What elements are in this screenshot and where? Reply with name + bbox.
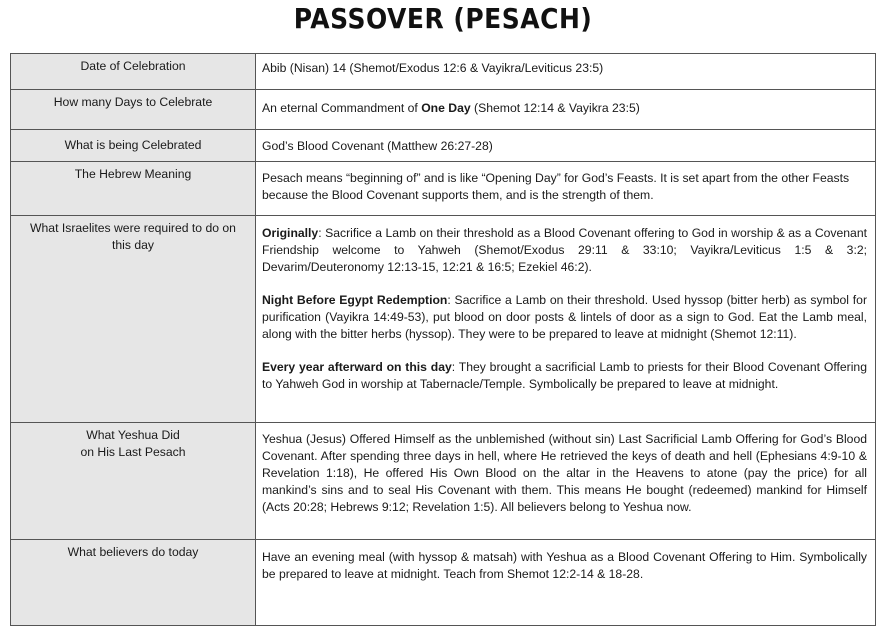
paragraph	[262, 292, 867, 343]
table-row	[11, 423, 876, 540]
paragraph-text: : Sacrifice a Lamb on their threshold. Used hyssop (bitter herb) as symbol for purification (Vayikra 14:49-53), put blood on door posts & lintels of door as a sign to God. Eat the Lamb meal, along with the bitter herbs (hyssop). They were to be prepared to leave at midnight (Shemot 12:11).	[262, 293, 868, 341]
table-row	[11, 162, 876, 216]
table-row	[11, 130, 876, 162]
paragraph-heading: Every year afterward on this day	[262, 360, 452, 374]
page-title: PASSOVER (PESACH)	[293, 2, 593, 35]
paragraph	[262, 225, 867, 276]
table-row	[11, 90, 876, 130]
row-label: How many Days to Celebrate	[11, 90, 256, 130]
row-emphasis: One Day	[421, 101, 471, 115]
row-content: Pesach means “beginning of” and is like “Opening Day” for God’s Feasts. It is set apart from the other Feasts because the Blood Covenant supports them, and is the strength of them.	[256, 162, 876, 216]
row-content: Have an evening meal (with hyssop & matsah) with Yeshua as a Blood Covenant Offering to Him. Symbolically be prepared to leave at midnight. Teach from Shemot 12:2-14 & 18-28.	[256, 540, 876, 626]
table-row	[11, 540, 876, 626]
row-content: God’s Blood Covenant (Matthew 26:27-28)	[256, 130, 876, 162]
row-content: Abib (Nisan) 14 (Shemot/Exodus 12:6 & Vayikra/Leviticus 23:5)	[256, 54, 876, 90]
row-label-line: on His Last Pesach	[80, 445, 186, 459]
row-label: The Hebrew Meaning	[11, 162, 256, 216]
row-label: What believers do today	[11, 540, 256, 626]
row-content	[256, 90, 876, 130]
row-content: Yeshua (Jesus) Offered Himself as the unblemished (without sin) Last Sacrificial Lamb Offering for God’s Blood Covenant. After spending three days in hell, where He retrieved the keys of death and hell (Ephesians 4:9-10 & Revelation 1:18), He offered His Own Blood on the altar in the Heavens to atone (pay the price) for all mankind’s sins and to seal His Covenant with them. This means He bought (redeemed) mankind for Himself (Acts 20:28; Hebrews 9:12; Revelation 1:5). All believers belong to Yeshua now.	[256, 423, 876, 540]
paragraph-heading: Night Before Egypt Redemption	[262, 293, 448, 307]
row-content	[256, 216, 876, 423]
paragraph-heading: Originally	[262, 226, 319, 240]
row-text: (Shemot 12:14 & Vayikra 23:5)	[470, 101, 640, 115]
paragraph-text: : They brought a sacrificial Lamb to priests for their Blood Covenant Offering to Yahweh God in worship at Tabernacle/Temple. Symbolically be prepared to leave at midnight.	[262, 360, 867, 391]
table-row	[11, 216, 876, 423]
row-label: What is being Celebrated	[11, 130, 256, 162]
row-label: Date of Celebration	[11, 54, 256, 90]
paragraph	[262, 359, 867, 393]
feast-table	[10, 53, 876, 626]
row-label-line: What Yeshua Did	[86, 428, 180, 442]
paragraph-text: : Sacrifice a Lamb on their threshold as a Blood Covenant offering to God in worship & as a Covenant Friendship welcome to Yahweh (Shemot/Exodus 29:11 & 33:10; Vayikra/Leviticus 1:5 & 3:2; Devarim/Deuteronomy 12:13-15, 12:21 & 16:5; Ezekiel 46:2).	[262, 226, 867, 274]
row-label	[11, 423, 256, 540]
table-row	[11, 54, 876, 90]
row-label: What Israelites were required to do on this day	[11, 216, 256, 423]
row-text: An eternal Commandment of	[262, 101, 422, 115]
